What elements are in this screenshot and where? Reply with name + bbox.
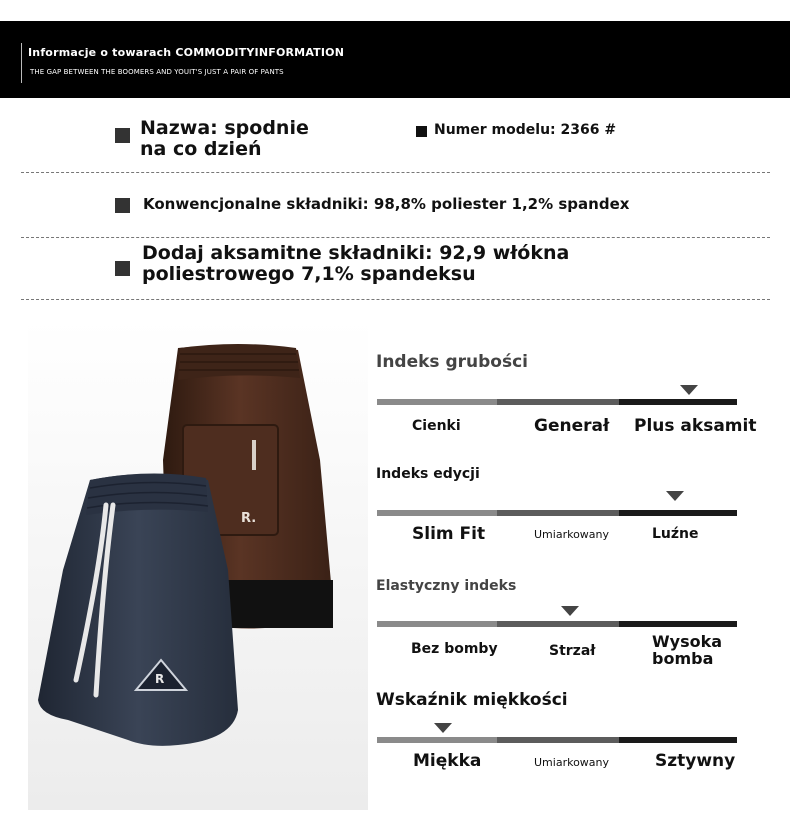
index-marker-icon [561, 606, 579, 616]
bullet-square-icon [115, 198, 130, 213]
header-title: Informacje o towarach COMMODITYINFORMATION [28, 46, 345, 59]
index-label: Miękka [413, 751, 482, 771]
header-banner [0, 21, 790, 98]
velvet-ingredients: Dodaj aksamitne składniki: 92,9 włókna poliestrowego 7,1% spandeksu [142, 242, 570, 286]
index-marker-icon [680, 385, 698, 395]
index-title-elasticity: Elastyczny indeks [376, 578, 517, 594]
index-label: Sztywny [655, 751, 736, 771]
index-marker-icon [666, 491, 684, 501]
index-label: Slim Fit [412, 524, 486, 544]
index-title-softness: Wskaźnik miękkości [376, 690, 568, 710]
bullet-square-icon [115, 261, 130, 276]
index-label: Umiarkowany [534, 756, 610, 769]
model-number: Numer modelu: 2366 # [434, 122, 617, 138]
product-logo: R. [241, 511, 257, 526]
bullet-square-icon [115, 128, 130, 143]
index-scale-bar [377, 399, 737, 405]
index-label: Plus aksamit [634, 416, 757, 436]
index-title-fit: Indeks edycji [376, 466, 480, 482]
product-photo [28, 320, 368, 810]
bullet-square-icon [416, 126, 427, 137]
dashed-divider [21, 237, 770, 238]
svg-text:R: R [155, 672, 165, 686]
index-label: Bez bomby [411, 641, 498, 657]
index-scale-bar [377, 621, 737, 627]
product-name: Nazwa: spodnie na co dzień [140, 117, 309, 161]
index-label: Wysoka bomba [652, 632, 723, 668]
header-divider [21, 43, 22, 83]
index-marker-icon [434, 723, 452, 733]
index-label: Luźne [652, 526, 699, 542]
index-title-thickness: Indeks grubości [376, 352, 528, 372]
conventional-ingredients: Konwencjonalne składniki: 98,8% poliester 1,2% spandex [143, 195, 630, 213]
index-label: Cienki [412, 418, 461, 434]
dashed-divider [21, 299, 770, 300]
header-subtitle: THE GAP BETWEEN THE BOOMERS AND YOUIT'S JUST A PAIR OF PANTS [30, 68, 284, 76]
index-scale-bar [377, 737, 737, 743]
index-scale-bar [377, 510, 737, 516]
dashed-divider [21, 172, 770, 173]
index-label: Generał [534, 416, 610, 436]
index-label: Umiarkowany [534, 528, 610, 541]
index-label: Strzał [549, 643, 596, 659]
